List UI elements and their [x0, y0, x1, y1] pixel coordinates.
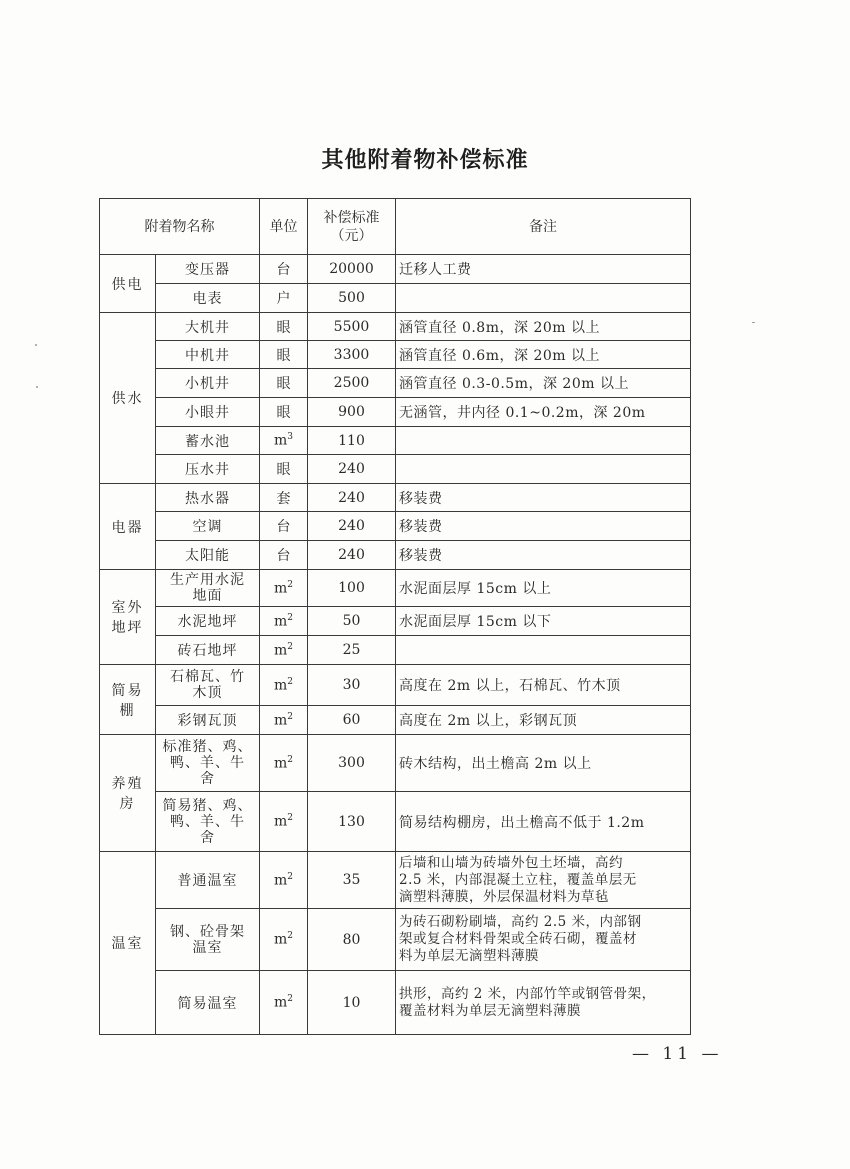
item-name-line: 舍 — [200, 829, 215, 846]
item-note-line: 架或复合材料骨架或全砖石砌，覆盖材 — [399, 931, 637, 947]
unit-base: m — [273, 613, 288, 630]
table-row — [100, 284, 691, 313]
item-name: 热水器 — [156, 484, 260, 512]
compensation-table — [99, 198, 691, 1035]
table-row — [100, 607, 691, 636]
item-name — [156, 792, 260, 852]
item-note — [396, 636, 691, 665]
item-name-line: 鸭、羊、牛 — [170, 813, 245, 830]
item-name: 电表 — [156, 284, 260, 313]
item-note — [396, 284, 691, 313]
unit-exponent: 2 — [287, 711, 293, 722]
item-name-line: 石棉瓦、竹 — [170, 669, 245, 685]
item-unit: 套 — [260, 484, 308, 512]
item-unit — [260, 909, 308, 971]
unit-exponent: 2 — [287, 931, 293, 942]
item-name-line: 标准猪、鸡、 — [162, 739, 253, 755]
unit-exponent: 2 — [287, 871, 293, 882]
item-note: 水泥面层厚 15cm 以下 — [396, 607, 691, 636]
item-standard: 60 — [308, 706, 396, 735]
table-row — [100, 398, 691, 427]
table-row — [100, 255, 691, 284]
item-note-line: 为砖石砌粉刷墙，高约 2.5 米，内部钢 — [399, 914, 642, 930]
unit-base: m — [273, 813, 288, 830]
unit-base: m — [273, 580, 288, 597]
table-row — [100, 570, 691, 607]
item-note-line: 拱形，高约 2 米，内部竹竿或钢管骨架， — [399, 985, 656, 1002]
header-name: 附着物名称 — [100, 199, 260, 255]
table-row — [100, 636, 691, 665]
item-unit: 眼 — [260, 455, 308, 484]
item-unit — [260, 636, 308, 665]
item-note — [396, 427, 691, 455]
item-note-line: 覆盖材料为单层无滴塑料薄膜 — [399, 1002, 581, 1019]
item-standard: 30 — [308, 665, 396, 706]
page-number: — 11 — — [632, 1044, 723, 1064]
item-note: 无涵管，井内径 0.1~0.2m，深 20m — [396, 398, 691, 427]
item-name-line: 生产用水泥 — [170, 572, 245, 588]
item-unit — [260, 570, 308, 607]
table-row — [100, 484, 691, 512]
item-name: 水泥地坪 — [156, 607, 260, 636]
item-unit: 眼 — [260, 313, 308, 341]
item-standard: 80 — [308, 909, 396, 971]
table-row — [100, 455, 691, 484]
item-name: 彩钢瓦顶 — [156, 706, 260, 735]
item-unit — [260, 607, 308, 636]
item-standard: 240 — [308, 541, 396, 570]
item-standard: 2500 — [308, 369, 396, 398]
item-note: 移装费 — [396, 512, 691, 541]
item-standard: 5500 — [308, 313, 396, 341]
category-line: 室外 — [111, 600, 144, 616]
table-row — [100, 735, 691, 792]
table-row — [100, 541, 691, 570]
item-standard: 100 — [308, 570, 396, 607]
table-row — [100, 909, 691, 971]
item-note — [396, 852, 691, 909]
category-cell — [100, 570, 156, 665]
unit-base: m — [273, 677, 288, 694]
item-name: 变压器 — [156, 255, 260, 284]
item-unit — [260, 792, 308, 852]
item-standard: 10 — [308, 971, 396, 1035]
item-unit: 台 — [260, 541, 308, 570]
item-name-line: 地面 — [192, 588, 223, 604]
table-row — [100, 852, 691, 909]
category-cell: 供水 — [100, 313, 156, 484]
unit-base: m — [273, 931, 288, 948]
item-name — [156, 665, 260, 706]
category-cell: 供电 — [100, 255, 156, 313]
item-unit: 眼 — [260, 341, 308, 369]
item-name: 砖石地坪 — [156, 636, 260, 665]
item-standard: 240 — [308, 512, 396, 541]
item-note: 移装费 — [396, 484, 691, 512]
table-row — [100, 792, 691, 852]
item-unit: 眼 — [260, 369, 308, 398]
table-header-row — [100, 199, 691, 255]
item-standard: 240 — [308, 455, 396, 484]
header-standard-line1: 补偿标准 — [323, 209, 380, 226]
header-unit: 单位 — [260, 199, 308, 255]
item-name: 普通温室 — [156, 852, 260, 909]
item-unit: 户 — [260, 284, 308, 313]
item-standard: 3300 — [308, 341, 396, 369]
table-row — [100, 706, 691, 735]
item-name: 小机井 — [156, 369, 260, 398]
unit-base: m — [273, 994, 288, 1011]
item-standard: 130 — [308, 792, 396, 852]
item-unit — [260, 665, 308, 706]
item-name-line: 鸭、羊、牛 — [170, 755, 245, 771]
unit-exponent: 3 — [287, 432, 293, 443]
item-name: 太阳能 — [156, 541, 260, 570]
scan-speck — [36, 386, 38, 388]
table-row — [100, 971, 691, 1035]
item-name: 中机井 — [156, 341, 260, 369]
category-line: 棚 — [119, 702, 136, 719]
header-standard-line2: （元） — [330, 227, 373, 244]
item-note: 迁移人工费 — [396, 255, 691, 284]
unit-base: m — [273, 712, 288, 729]
header-standard — [308, 199, 396, 255]
item-name-line: 温室 — [192, 939, 223, 956]
item-note: 涵管直径 0.6m，深 20m 以上 — [396, 341, 691, 369]
item-note: 砖木结构，出土檐高 2m 以上 — [396, 735, 691, 792]
table-row — [100, 369, 691, 398]
category-line: 养殖 — [111, 776, 144, 792]
unit-exponent: 2 — [287, 579, 293, 590]
unit-base: m — [273, 642, 288, 659]
item-note: 涵管直径 0.8m，深 20m 以上 — [396, 313, 691, 341]
item-name — [156, 570, 260, 607]
item-name-line: 简易猪、鸡、 — [162, 797, 253, 814]
item-note-line: 滴塑料薄膜，外层保温材料为草毡 — [399, 888, 609, 905]
header-note: 备注 — [396, 199, 691, 255]
category-line: 房 — [119, 796, 136, 812]
item-standard: 25 — [308, 636, 396, 665]
item-note: 简易结构棚房，出土檐高不低于 1.2m — [396, 792, 691, 852]
item-note-line: 料为单层无滴塑料薄膜 — [399, 948, 539, 964]
item-standard: 240 — [308, 484, 396, 512]
item-name: 蓄水池 — [156, 427, 260, 455]
item-unit: 台 — [260, 255, 308, 284]
item-note-line: 后墙和山墙为砖墙外包土坯墙，高约 — [399, 854, 623, 871]
item-name: 小眼井 — [156, 398, 260, 427]
table-row — [100, 313, 691, 341]
item-name — [156, 735, 260, 792]
unit-exponent: 2 — [287, 641, 293, 652]
item-name-line: 舍 — [200, 771, 215, 787]
item-name: 空调 — [156, 512, 260, 541]
page-title: 其他附着物补偿标准 — [321, 147, 529, 173]
item-unit — [260, 735, 308, 792]
item-standard: 20000 — [308, 255, 396, 284]
category-cell: 温室 — [100, 852, 156, 1035]
item-standard: 35 — [308, 852, 396, 909]
scan-speck — [752, 322, 755, 323]
unit-base: m — [273, 872, 288, 889]
unit-exponent: 2 — [287, 754, 293, 765]
item-unit: 眼 — [260, 398, 308, 427]
item-unit — [260, 852, 308, 909]
item-note-line: 2.5 米，内部混凝土立柱，覆盖单层无 — [399, 871, 637, 888]
item-standard: 300 — [308, 735, 396, 792]
item-note: 水泥面层厚 15cm 以上 — [396, 570, 691, 607]
unit-base: m — [273, 432, 288, 449]
item-note — [396, 909, 691, 971]
unit-exponent: 2 — [287, 813, 293, 824]
item-name: 压水井 — [156, 455, 260, 484]
category-line: 地坪 — [111, 620, 144, 636]
item-name: 简易温室 — [156, 971, 260, 1035]
item-unit — [260, 427, 308, 455]
unit-base: m — [273, 755, 288, 772]
item-unit: 台 — [260, 512, 308, 541]
scan-speck — [35, 344, 37, 346]
item-note: 涵管直径 0.3-0.5m，深 20m 以上 — [396, 369, 691, 398]
item-note: 高度在 2m 以上，彩钢瓦顶 — [396, 706, 691, 735]
table-row — [100, 341, 691, 369]
item-standard: 900 — [308, 398, 396, 427]
item-standard: 110 — [308, 427, 396, 455]
item-note — [396, 455, 691, 484]
item-name — [156, 909, 260, 971]
unit-exponent: 2 — [287, 994, 293, 1005]
unit-exponent: 2 — [287, 676, 293, 687]
item-standard: 500 — [308, 284, 396, 313]
item-standard: 50 — [308, 607, 396, 636]
item-unit — [260, 971, 308, 1035]
table-row — [100, 512, 691, 541]
item-name-line: 木顶 — [192, 685, 223, 701]
item-name-line: 钢、砼骨架 — [170, 923, 245, 940]
item-note — [396, 971, 691, 1035]
unit-exponent: 2 — [287, 612, 293, 623]
category-line: 简易 — [111, 682, 144, 699]
category-cell — [100, 735, 156, 852]
category-cell — [100, 665, 156, 735]
item-note: 移装费 — [396, 541, 691, 570]
item-name: 大机井 — [156, 313, 260, 341]
table-row — [100, 427, 691, 455]
item-unit — [260, 706, 308, 735]
table-row — [100, 665, 691, 706]
category-cell: 电器 — [100, 484, 156, 570]
item-note: 高度在 2m 以上，石棉瓦、竹木顶 — [396, 665, 691, 706]
